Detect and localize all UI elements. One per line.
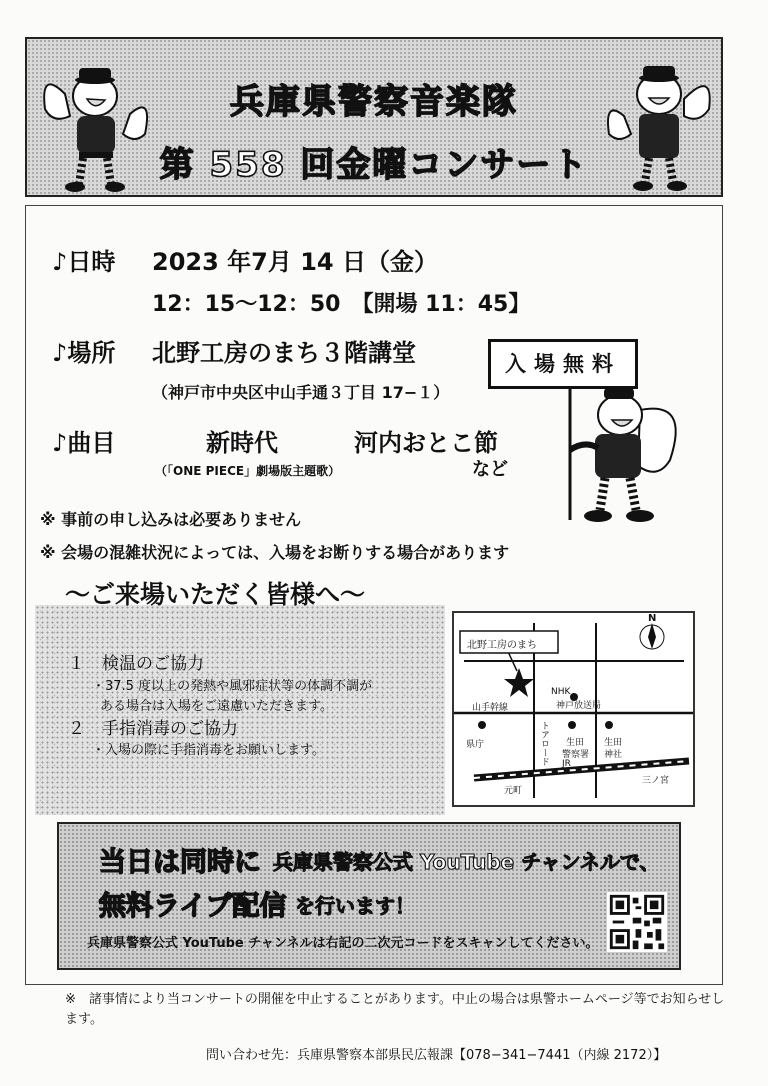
- map-motomachi: 元町: [504, 786, 523, 796]
- song-1-note: （「ONE PIECE」劇場版主題歌）: [155, 464, 341, 478]
- title-line-1: 兵庫県警察音楽隊: [230, 82, 518, 122]
- place-label: ♪場所: [52, 339, 116, 367]
- mascot-right-icon: [599, 54, 719, 194]
- map-north: N: [648, 613, 657, 624]
- map-yamate: 山手幹線: [472, 703, 509, 713]
- map-nhk-2: 神戸放送局: [556, 701, 602, 711]
- welcome-heading: 〜ご来場いただく皆様へ〜: [65, 580, 366, 609]
- venue-map: [452, 611, 695, 807]
- song-2: 河内おとこ節: [354, 429, 498, 457]
- map-venue: 北野工房のまち: [467, 640, 537, 651]
- header-banner: [25, 37, 723, 197]
- yt-line-1-big: 当日は同時に: [99, 847, 261, 878]
- yt-line-2-big: 無料ライブ配信: [99, 891, 287, 922]
- north-arrow-icon: [648, 623, 656, 649]
- item-2-title: ２ 手指消毒のご協力: [68, 719, 238, 739]
- map-tor-road: トアロード: [539, 721, 549, 766]
- venue-star-icon: [504, 668, 534, 697]
- songs-label: ♪曲目: [52, 429, 116, 457]
- item-1-line-1: ・37.5 度以上の発熱や風邪症状等の体調不調が: [92, 679, 373, 694]
- map-kencho: 県庁: [466, 740, 485, 750]
- yt-line-2-rest: を行います！: [295, 894, 415, 918]
- map-ikuta-shrine-2: 神社: [604, 750, 623, 760]
- mascot-sign-icon: [540, 370, 700, 540]
- address: （神戸市中央区中山手通３丁目 17−１）: [152, 383, 450, 402]
- footer-note: ※ 諸事情により当コンサートの開催を中止することがあります。中止の場合は県警ホームページ等でお知らせします。: [65, 992, 725, 1027]
- place-value: 北野工房のまち３階講堂: [152, 339, 416, 367]
- map-ikuta-police-2: 警察署: [562, 750, 590, 760]
- contact-info: 問い合わせ先：兵庫県警察本部県民広報課【078−341−7441（内線 2172）】: [206, 1048, 667, 1063]
- item-2-line-1: ・入場の際に手指消毒をお願いします。: [92, 743, 325, 758]
- item-1-line-2: ある場合は入場をご遠慮いただきます。: [100, 699, 333, 714]
- note-crowding: ※ 会場の混雑状況によっては、入場をお断りする場合があります: [40, 543, 510, 562]
- time-value: 12：15〜12：50 【開場 11：45】: [152, 292, 531, 317]
- map-ikuta-police-1: 生田: [566, 738, 585, 748]
- songs-more: など: [472, 459, 508, 480]
- map-nhk: NHK: [551, 687, 571, 697]
- yt-line-3: 兵庫県警察公式 YouTube チャンネルは右記の二次元コードをスキャンしてください。: [87, 936, 599, 951]
- free-entry-sign: 入場無料: [488, 339, 638, 389]
- qr-code-icon[interactable]: [607, 892, 667, 952]
- item-1-title: １ 検温のご協力: [68, 654, 204, 674]
- song-1: 新時代: [206, 429, 278, 457]
- map-sannomiya: 三ノ宮: [642, 776, 670, 786]
- map-ikuta-shrine-1: 生田: [604, 738, 623, 748]
- yt-line-1-rest: 兵庫県警察公式 YouTube チャンネルで、: [273, 850, 660, 874]
- note-no-reservation: ※ 事前の申し込みは必要ありません: [40, 510, 302, 529]
- youtube-banner: [57, 822, 681, 970]
- date-label: ♪日時: [52, 248, 116, 276]
- date-value: 2023 年7月 14 日（金）: [152, 248, 438, 276]
- title-line-2: 第 558 回金曜コンサート: [159, 145, 589, 185]
- map-jr: JR: [562, 759, 571, 769]
